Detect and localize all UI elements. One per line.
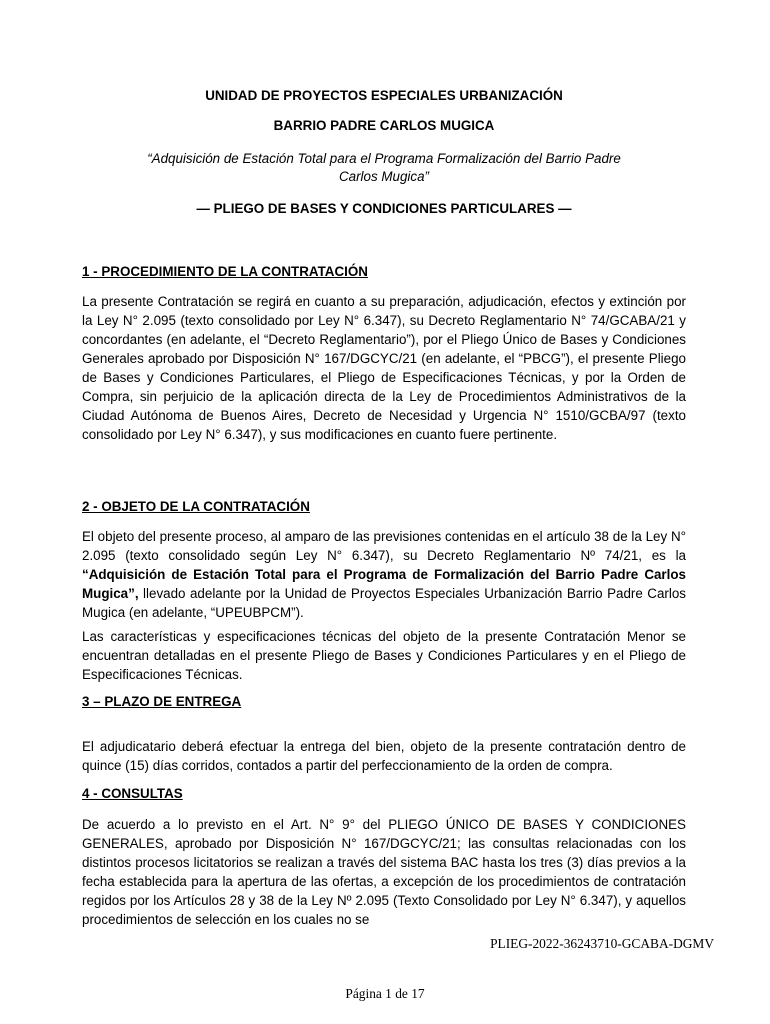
- section-2-body-2: Las características y especificaciones técnicas del objeto de la presente Contratación Menor se encuentran detalladas en el presente Pliego de Bases y Condiciones Particulares y en el Pliego de Especificaciones Técnicas.: [82, 629, 686, 682]
- unit-title: UNIDAD DE PROYECTOS ESPECIALES URBANIZACIÓN: [205, 88, 563, 103]
- section-3-heading: 3 – PLAZO DE ENTREGA: [82, 694, 242, 709]
- subject-line-2: Carlos Mugica”: [338, 169, 430, 184]
- document-title: — PLIEGO DE BASES Y CONDICIONES PARTICULARES —: [196, 201, 572, 216]
- section-2-body: [82, 527, 686, 622]
- page-number: Página 1 de 17: [345, 986, 425, 1001]
- section-2-heading: 2 - OBJETO DE LA CONTRATACIÓN: [82, 499, 310, 514]
- subject-line-1: “Adquisición de Estación Total para el Programa Formalización del Barrio Padre: [147, 151, 621, 166]
- section-4-heading: 4 - CONSULTAS: [82, 786, 183, 801]
- document-code: PLIEG-2022-36243710-GCABA-DGMV: [490, 936, 714, 951]
- section-1-heading: 1 - PROCEDIMIENTO DE LA CONTRATACIÓN: [82, 264, 368, 279]
- barrio-title: BARRIO PADRE CARLOS MUGICA: [273, 118, 495, 133]
- section-4-body: De acuerdo a lo previsto en el Art. N° 9° del PLIEGO ÚNICO DE BASES Y CONDICIONES GENERALES, aprobado por Disposición N° 167/DGCYC/21; las consultas relacionadas con los distintos procesos licitatorios se realizan a través del sistema BAC hasta los tres (3) días previos a la fecha establecida para la apertura de las ofertas, a excepción de los procedimientos de contratación regidos por los Artículos 28 y 38 de la Ley Nº 2.095 (Texto Consolidado por Ley N° 6.347), y aquellos procedimientos de selección en los cuales no se: [82, 817, 686, 927]
- section-2-body-outro: llevado adelante por la Unidad de Proyectos Especiales Urbanización Barrio Padre Carlos Mugica (en adelante, “UPEUBPCM”).: [82, 586, 686, 620]
- section-2-object-name: “Adquisición de Estación Total para el Programa de Formalización del Barrio Padre Carlos Mugica”,: [82, 567, 686, 601]
- section-2-body-intro: El objeto del presente proceso, al amparo de las previsiones contenidas en el artículo 38 de la Ley N° 2.095 (texto consolidado según Ley N° 6.347), su Decreto Reglamentario Nº 74/21, es la: [82, 529, 686, 563]
- section-1-body: La presente Contratación se regirá en cuanto a su preparación, adjudicación, efectos y extinción por la Ley N° 2.095 (texto consolidado por Ley N° 6.347), su Decreto Reglamentario N° 74/GCABA/21 y concordantes (en adelante, el “Decreto Reglamentario”), por el Pliego Único de Bases y Condiciones Generales aprobado por Disposición N° 167/DGCYC/21 (en adelante, el “PBCG”), el presente Pliego de Bases y Condiciones Particulares, el Pliego de Especificaciones Técnicas, y por la Orden de Compra, sin perjuicio de la aplicación directa de la Ley de Procedimientos Administrativos de la Ciudad Autónoma de Buenos Aires, Decreto de Necesidad y Urgencia N° 1510/GCBA/97 (texto consolidado por Ley N° 6.347), y sus modificaciones en cuanto fuere pertinente.: [82, 294, 686, 442]
- section-3-body: El adjudicatario deberá efectuar la entrega del bien, objeto de la presente contratación dentro de quince (15) días corridos, contados a partir del perfeccionamiento de la orden de compra.: [82, 739, 686, 773]
